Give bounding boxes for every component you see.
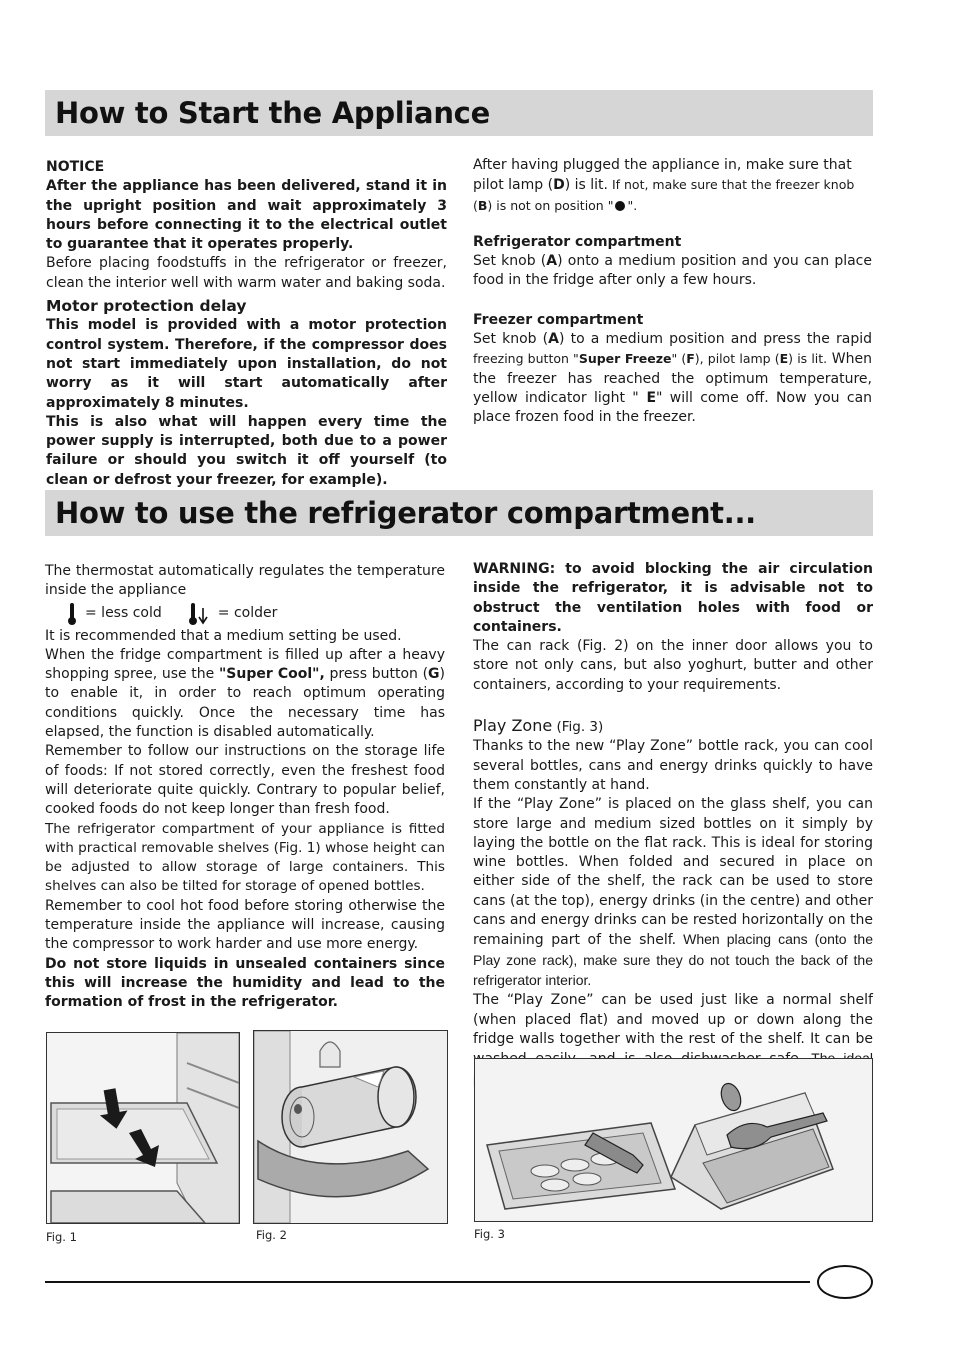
freezer-key-f: F: [686, 351, 695, 367]
super-cool-key: G: [428, 666, 440, 683]
thermostat-text: The thermostat automatically regulates the temperature inside the appliance: [45, 563, 445, 599]
playzone-text-2: [473, 795, 873, 991]
startup-column: [473, 156, 872, 428]
playzone-heading: [473, 716, 873, 737]
thermometer-icon: [67, 602, 77, 626]
shelf-illustration: [47, 1033, 239, 1223]
freezer-text: ) to a medium position and press the rapid: [559, 331, 872, 348]
figure-2-can-rack: [253, 1030, 448, 1224]
legend-less-cold: = less cold: [85, 604, 162, 621]
can-rack-text: The can rack (Fig. 2) on the inner door allows you to store not only cans, but also yoghurt, butter and other containers, according to your requirements.: [473, 638, 873, 693]
pilot-key-d: D: [553, 177, 565, 194]
fridge-heading: Refrigerator compartment: [473, 233, 682, 250]
fridge-key-a: A: [546, 253, 558, 270]
figure-2-caption: Fig. 2: [256, 1228, 287, 1242]
playzone-fig-ref: (Fig. 3): [552, 719, 604, 736]
section-banner-start: [45, 90, 873, 136]
filled-dot-icon: [615, 201, 625, 211]
figure-3-play-zone: [474, 1058, 873, 1222]
pilot-small: ) is not on position ": [487, 197, 614, 213]
storage-text: Remember to follow our instructions on the storage life of foods: If not stored correctly, even the freshest food will deteriorate quite quickly. Contrary to popular belief, cooked foods do not keep longer than fresh food.: [45, 743, 445, 818]
freezer-text: " will come off. Now you can place frozen food in the freezer.: [473, 389, 873, 426]
freezer-text: When the freezer has reached the optimum temperature, yellow indicator light ": [473, 351, 872, 406]
section-banner-fridge: [45, 490, 873, 536]
playzone-column: [473, 560, 873, 1090]
figure-3-caption: Fig. 3: [474, 1227, 505, 1241]
figure-1-shelves: [46, 1032, 240, 1224]
fridge-usage-column: [45, 562, 445, 1013]
motor-bold-text-1: This model is provided with a motor protection control system. Therefore, if the compressor does not start immediately upon installation, do not worry as it will start automatically after approximately 8 minutes.: [46, 317, 447, 411]
playzone-text: The “Play Zone” can be used just like a normal shelf (when placed flat) and moved up or down along the fridge walls together with the rest of the shelf. It can be: [473, 992, 873, 1047]
thermometer-down-icon: [188, 602, 210, 626]
freezer-small: ), pilot lamp (: [694, 351, 780, 367]
playzone-text: When placing cans (onto the Play zone rack), make sure they do not touch the back of the refrigerator interior.: [473, 931, 874, 988]
freezer-small: ) is lit.: [788, 351, 828, 367]
section-title-fridge: How to use the refrigerator compartment...: [55, 496, 756, 530]
shelves-text: The refrigerator compartment of your appliance is fitted with practical removable shelves (Fig. 1) whose height can be adjusted to allow storage of large containers. This shelves can also be tilted for storage of opened bottles.: [45, 820, 445, 895]
playzone-title: Play Zone: [473, 716, 553, 736]
freezer-paragraph: [473, 330, 872, 427]
freezer-key-e2: E: [638, 389, 657, 406]
super-cool-text: press button (: [324, 666, 429, 683]
legend-colder: = colder: [217, 604, 278, 621]
motor-heading: Motor protection delay: [46, 297, 247, 316]
pilot-small: If not, make sure that the freezer knob (: [473, 177, 855, 213]
medium-setting-text: It is recommended that a medium setting be used.: [45, 627, 402, 644]
pilot-text: After having plugged the appliance in, make sure that pilot lamp (: [473, 157, 852, 194]
notice-column: [46, 158, 447, 490]
fridge-text: Set knob (: [473, 253, 547, 270]
air-warning: WARNING: to avoid blocking the air circulation inside the refrigerator, it is advisable not to obstruct the ventilation holes with food or containers.: [473, 561, 873, 635]
page-number-oval: [817, 1265, 873, 1299]
freezer-small: " (: [671, 351, 687, 367]
play-zone-illustration: [475, 1059, 872, 1221]
notice-heading: NOTICE: [46, 159, 105, 175]
section-title-start: How to Start the Appliance: [55, 96, 490, 130]
super-cool-text: When the fridge compartment is filled up after a heavy shopping spree, use the: [45, 646, 445, 683]
super-freeze-label: Super Freeze: [578, 351, 672, 367]
thermostat-legend: [45, 601, 445, 627]
can-rack-illustration: [254, 1031, 447, 1223]
notice-text: Before placing foodstuffs in the refrigerator or freezer, clean the interior well with warm water and baking soda.: [46, 255, 447, 291]
super-cool-text: ) to enable it, in order to reach optimum operating conditions quickly. Once the necessary time has elapsed, the function is disabled automatically.: [45, 666, 446, 741]
hot-food-text: Remember to cool hot food before storing otherwise the temperature inside the appliance will increase, causing the compressor to work harder and use more energy.: [45, 897, 445, 953]
playzone-text-1: Thanks to the new “Play Zone” bottle rack, you can cool several bottles, cans and energy drinks quickly to have them constantly at hand.: [473, 738, 873, 793]
pilot-key-b: B: [477, 197, 488, 213]
freezer-key-a: A: [548, 331, 559, 348]
fridge-paragraph: [473, 252, 872, 291]
playzone-text: If the “Play Zone” is placed on the glass shelf, you can store large and medium sized bottles on it simply by laying the bottle on the flat rack. This is ideal for storing wine bottles. When folded and secured in place on either side of the shelf, the rack can be used to store cans (at the top), energy drinks (in the centre) and other cans and energy drinks can be rested horizontally on the remaining part of the shelf.: [473, 796, 873, 949]
figure-1-caption: Fig. 1: [46, 1230, 77, 1244]
super-cool-label: "Super Cool",: [218, 666, 325, 683]
freezer-heading: Freezer compartment: [473, 311, 644, 328]
fridge-text: ) onto a medium position and you can place food in the fridge after only a few hours.: [473, 253, 872, 289]
super-cool-paragraph: [45, 646, 445, 742]
footer-rule: [45, 1281, 810, 1283]
pilot-text: ) is lit.: [564, 177, 608, 194]
notice-bold-text: After the appliance has been delivered, stand it in the upright position and wait approximately 3 hours before connecting it to the electrical outlet to guarantee that it operates properly.: [46, 178, 447, 253]
freezer-key-e: E: [779, 351, 789, 367]
pilot-paragraph: [473, 156, 872, 216]
motor-bold-text-2: This is also what will happen every time the power supply is interrupted, both due to a power failure or should you switch it off yourself (to clean or defrost your freezer, for example).: [46, 413, 447, 488]
pilot-small: ".: [627, 197, 638, 213]
freezer-small: freezing button ": [473, 351, 579, 367]
liquids-warning: Do not store liquids in unsealed containers since this will increase the humidity and lead to the formation of frost in the refrigerator.: [45, 955, 445, 1011]
freezer-text: Set knob (: [473, 331, 549, 348]
